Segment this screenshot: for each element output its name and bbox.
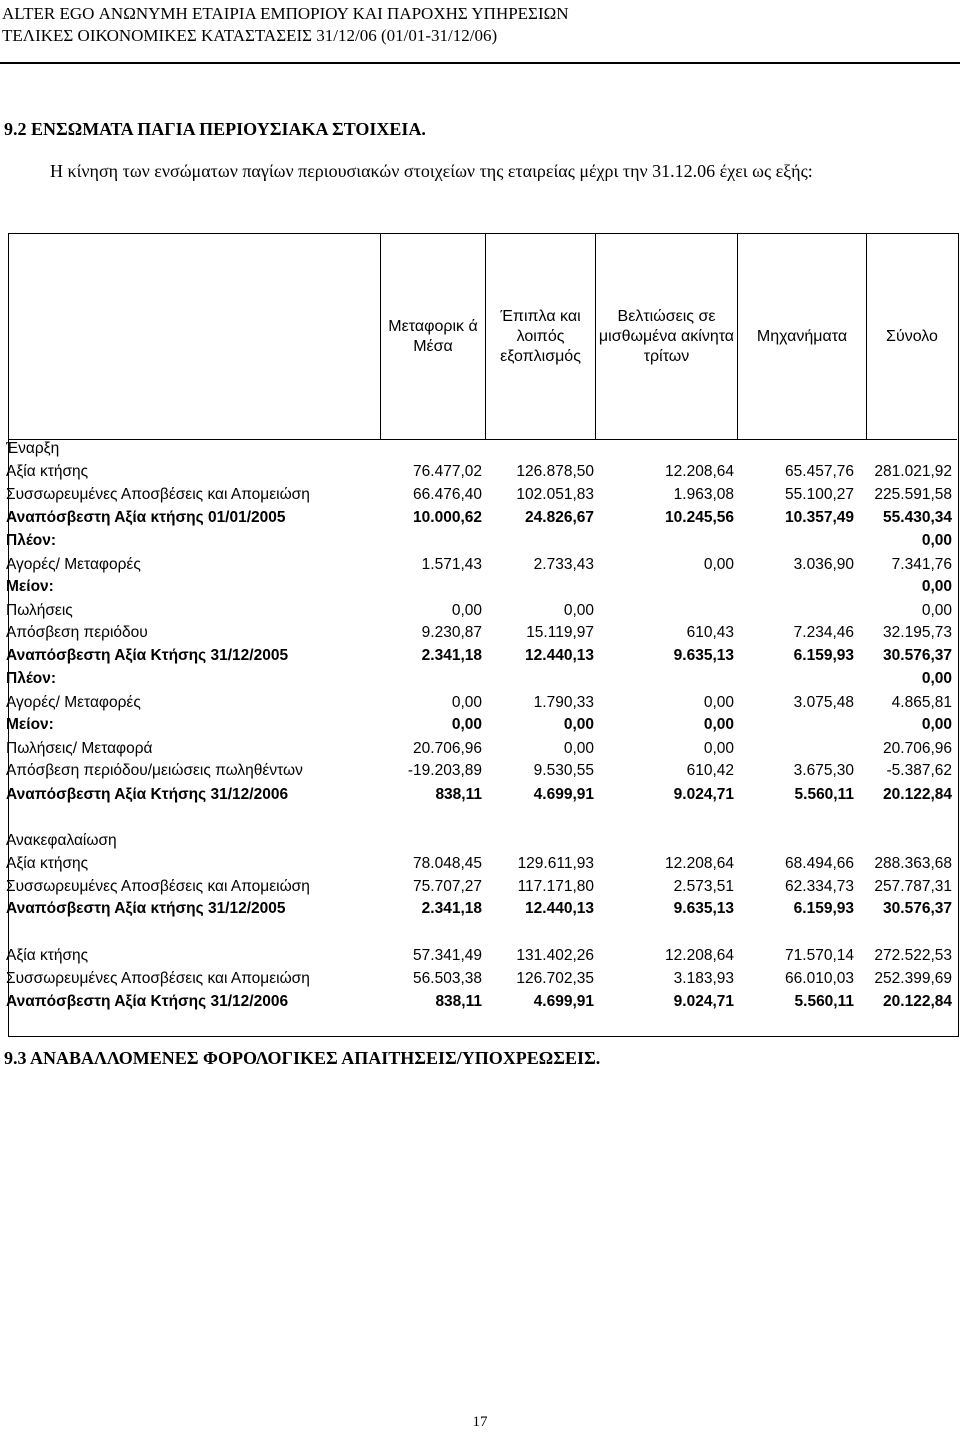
table-cell: 55.100,27	[785, 486, 854, 503]
table-cell: 252.399,69	[874, 970, 952, 987]
table-row	[6, 993, 952, 1015]
table-cell: 610,42	[686, 762, 734, 779]
report-title: ΤΕΛΙΚΕΣ ΟΙΚΟΝΟΜΙΚΕΣ ΚΑΤΑΣΤΑΣΕΙΣ 31/12/06 (01/01-31/12/06)	[2, 26, 498, 45]
table-cell: 225.591,58	[874, 486, 952, 503]
table-cell: 3.675,30	[793, 762, 854, 779]
table-cell: 0,00	[451, 716, 482, 733]
table-cell: 281.021,92	[874, 463, 952, 480]
table-cell: 0,00	[451, 694, 482, 711]
column-header-vehicles: Μεταφορικ ά Μέσα	[388, 317, 478, 355]
table-cell: 1.571,43	[421, 556, 482, 573]
table-row	[6, 762, 952, 784]
table-cell: -5.387,62	[886, 762, 952, 779]
table-cell: 0,00	[921, 602, 952, 619]
table-cell: 0,00	[563, 602, 594, 619]
table-cell: 10.000,62	[413, 509, 482, 526]
row-label: Συσσωρευμένες Αποσβέσεις και Απομειώση	[6, 970, 310, 987]
row-label: Αναπόσβεστη Αξία Κτήσης 31/12/2005	[6, 647, 289, 664]
row-label: Αγορές/ Μεταφορές	[6, 556, 141, 573]
table-cell: 55.430,34	[883, 509, 952, 526]
table-cell: 9.635,13	[673, 647, 734, 664]
table-cell: 102.051,83	[516, 486, 594, 503]
row-label: Έναρξη	[6, 440, 60, 457]
table-cell: 2.341,18	[421, 647, 482, 664]
table-row	[6, 556, 952, 578]
table-cell: 76.477,02	[413, 463, 482, 480]
column-header-machinery: Μηχανήματα	[756, 327, 848, 345]
table-cell: 2.733,43	[533, 556, 594, 573]
table-row	[6, 532, 952, 554]
table-cell: 65.457,76	[785, 463, 854, 480]
table-cell: 62.334,73	[785, 878, 854, 895]
row-label: Πλέον:	[6, 532, 57, 549]
table-cell: 6.159,93	[793, 647, 854, 664]
table-cell: 3.075,48	[793, 694, 854, 711]
table-cell: 30.576,37	[883, 900, 952, 917]
table-cell: 12.208,64	[665, 947, 734, 964]
table-cell: 126.878,50	[516, 463, 594, 480]
row-label: Πωλήσεις	[6, 602, 73, 619]
table-cell: 12.208,64	[665, 855, 734, 872]
row-label: Απόσβεση περιόδου	[6, 624, 148, 641]
table-row	[6, 832, 952, 854]
row-label: Μείον:	[6, 578, 54, 595]
row-label: Συσσωρευμένες Αποσβέσεις και Απομειώση	[6, 878, 310, 895]
table-cell: 12.208,64	[665, 463, 734, 480]
table-cell: 2.573,51	[673, 878, 734, 895]
table-cell: 12.440,13	[525, 647, 594, 664]
table-cell: 68.494,66	[785, 855, 854, 872]
column-header-total: Σύνολο	[886, 327, 938, 345]
column-header-leasehold-improvements: Βελτιώσεις σε μισθωμένα ακίνητα τρίτων	[598, 307, 735, 365]
table-cell: 4.699,91	[533, 786, 594, 803]
table-cell: 78.048,45	[413, 855, 482, 872]
table-cell: 126.702,35	[516, 970, 594, 987]
row-label: Συσσωρευμένες Αποσβέσεις και Απομειώση	[6, 486, 310, 503]
table-row	[6, 463, 952, 485]
table-cell: 20.706,96	[413, 740, 482, 757]
row-label: Πωλήσεις/ Μεταφορά	[6, 740, 153, 757]
table-row	[6, 740, 952, 762]
table-cell: 10.245,56	[665, 509, 734, 526]
table-cell: 20.122,84	[883, 993, 952, 1010]
table-cell: 56.503,38	[413, 970, 482, 987]
row-label: Αναπόσβεστη Αξία Κτήσης 31/12/2006	[6, 993, 289, 1010]
table-cell: 9.024,71	[673, 993, 734, 1010]
table-cell: 15.119,97	[526, 624, 594, 641]
table-cell: 3.183,93	[673, 970, 734, 987]
table-row	[6, 578, 952, 600]
section-title: 9.2 ΕΝΣΩΜΑΤΑ ΠΑΓΙΑ ΠΕΡΙΟΥΣΙΑΚΑ ΣΤΟΙΧΕΙΑ.	[4, 119, 426, 139]
table-cell: 4.865,81	[891, 694, 952, 711]
table-row	[6, 878, 952, 900]
row-label: Πλέον:	[6, 670, 57, 687]
table-cell: 0,00	[451, 602, 482, 619]
table-row	[6, 694, 952, 716]
table-cell: 9.530,55	[533, 762, 594, 779]
table-cell: 7.341,76	[891, 556, 952, 573]
table-cell: 0,00	[703, 556, 734, 573]
row-label: Μείον:	[6, 716, 54, 733]
table-cell: 117.171,80	[517, 878, 594, 895]
table-cell: 5.560,11	[794, 786, 854, 803]
table-cell: 0,00	[921, 670, 952, 687]
table-cell: 129.611,93	[517, 855, 594, 872]
table-cell: 4.699,91	[533, 993, 594, 1010]
company-name: ALTER EGO ΑΝΩΝΥΜΗ ΕΤΑΙΡΙΑ ΕΜΠΟΡΙΟΥ ΚΑΙ ΠΑΡΟΧΗΣ ΥΠΗΡΕΣΙΩΝ	[2, 4, 569, 23]
table-cell: 131.402,26	[516, 947, 594, 964]
table-cell: 66.476,40	[413, 486, 482, 503]
table-row	[6, 924, 952, 946]
table-row	[6, 947, 952, 969]
row-label: Αξία κτήσης	[6, 463, 89, 480]
table-cell: 0,00	[921, 578, 952, 595]
table-cell: 0,00	[563, 740, 594, 757]
table-cell: 30.576,37	[883, 647, 952, 664]
table-row	[6, 624, 952, 646]
table-cell: 0,00	[563, 716, 594, 733]
table-cell: 9.230,87	[421, 624, 482, 641]
row-label: Αναπόσβεστη Αξία κτήσης 31/12/2005	[6, 900, 286, 917]
table-row	[6, 670, 952, 692]
table-cell: 3.036,90	[793, 556, 854, 573]
row-label: Ανακεφαλαίωση	[6, 832, 117, 849]
table-row	[6, 486, 952, 508]
table-cell: 0,00	[703, 694, 734, 711]
table-cell: 6.159,93	[793, 900, 854, 917]
row-label: Αναπόσβεστη Αξία Κτήσης 31/12/2006	[6, 786, 289, 803]
column-header-furniture: Έπιπλα και λοιπός εξοπλισμός	[500, 307, 581, 365]
table-row	[6, 602, 952, 624]
table-cell: 0,00	[921, 532, 952, 549]
table-cell: 10.357,49	[785, 509, 854, 526]
table-cell: 0,00	[703, 740, 734, 757]
table-cell: 71.570,14	[785, 947, 854, 964]
table-cell: 1.963,08	[673, 486, 734, 503]
table-cell: 257.787,31	[874, 878, 952, 895]
row-label: Απόσβεση περιόδου/μειώσεις πωληθέντων	[6, 762, 303, 779]
table-cell: -19.203,89	[407, 762, 482, 779]
table-cell: 272.522,53	[874, 947, 952, 964]
table-row	[6, 440, 952, 462]
table-cell: 7.234,46	[793, 624, 854, 641]
table-cell: 12.440,13	[525, 900, 594, 917]
row-label: Αξία κτήσης	[6, 855, 89, 872]
table-cell: 32.195,73	[883, 624, 952, 641]
table-cell: 838,11	[435, 786, 482, 803]
table-cell: 57.341,49	[413, 947, 482, 964]
table-row	[6, 786, 952, 808]
table-cell: 9.635,13	[673, 900, 734, 917]
table-cell: 24.826,67	[525, 509, 594, 526]
table-cell: 0,00	[703, 716, 734, 733]
table-cell: 288.363,68	[874, 855, 952, 872]
table-cell: 5.560,11	[794, 993, 854, 1010]
table-cell: 610,43	[686, 624, 734, 641]
table-cell: 66.010,03	[785, 970, 854, 987]
table-cell: 20.122,84	[883, 786, 952, 803]
table-row	[6, 716, 952, 738]
header-divider	[0, 62, 960, 64]
page-number: 17	[472, 1414, 488, 1430]
table-cell: 75.707,27	[413, 878, 482, 895]
row-label: Αξία κτήσης	[6, 947, 89, 964]
table-row	[6, 509, 952, 531]
table-cell: 838,11	[435, 993, 482, 1010]
intro-paragraph: Η κίνηση των ενσώματων παγίων περιουσιακών στοιχείων της εταιρείας μέχρι την 31.12.06 έχει ως εξής:	[50, 161, 813, 181]
table-cell: 2.341,18	[421, 900, 482, 917]
table-cell: 9.024,71	[673, 786, 734, 803]
table-cell: 1.790,33	[533, 694, 594, 711]
table-row	[6, 647, 952, 669]
table-row	[6, 855, 952, 877]
section-2-title: 9.3 ΑΝΑΒΑΛΛΟΜΕΝΕΣ ΦΟΡΟΛΟΓΙΚΕΣ ΑΠΑΙΤΗΣΕΙΣ/ΥΠΟΧΡΕΩΣΕΙΣ.	[4, 1048, 601, 1068]
table-row	[6, 809, 952, 831]
table-cell: 0,00	[921, 716, 952, 733]
row-label: Αναπόσβεστη Αξία κτήσης 01/01/2005	[6, 509, 286, 526]
row-label: Αγορές/ Μεταφορές	[6, 694, 141, 711]
table-cell: 20.706,96	[883, 740, 952, 757]
table-row	[6, 900, 952, 922]
table-row	[6, 970, 952, 992]
